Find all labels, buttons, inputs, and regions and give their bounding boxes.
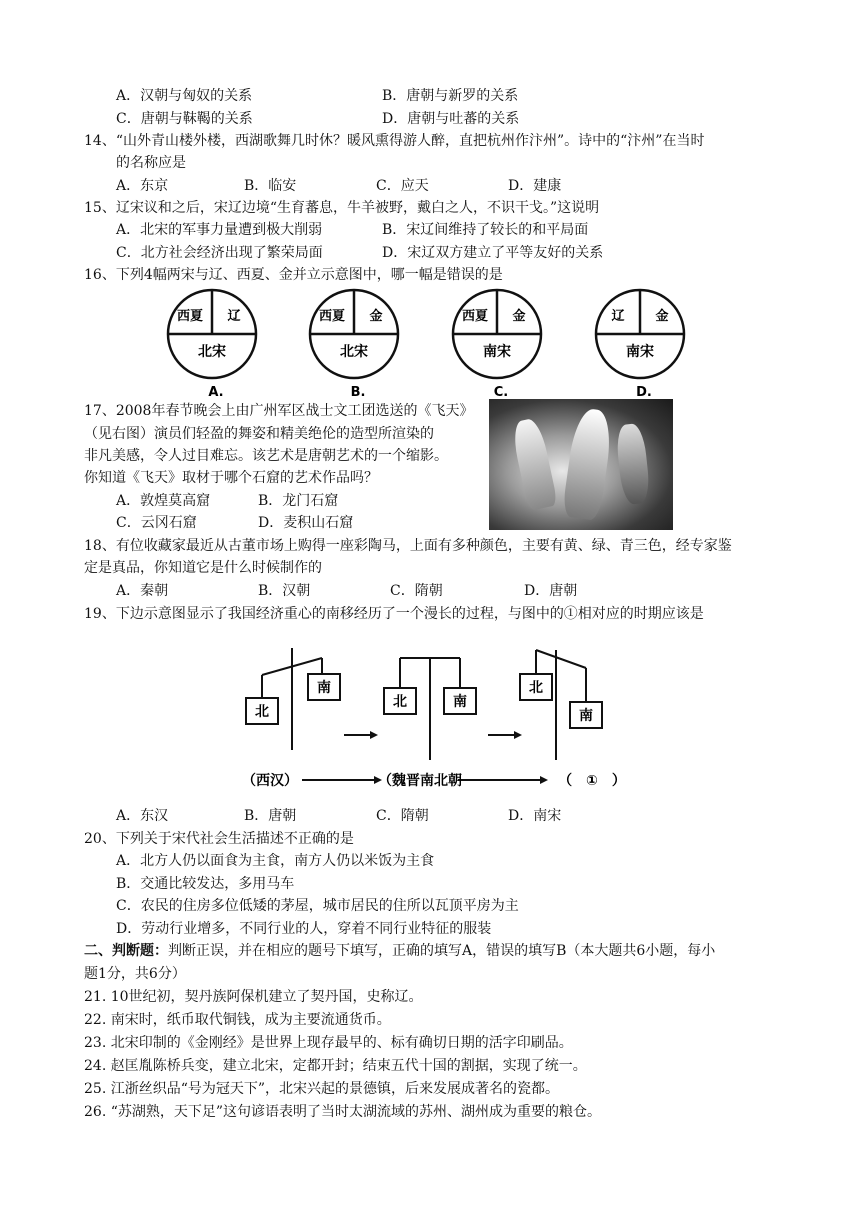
q19-north-2: 北	[393, 694, 407, 710]
q16-diagrams	[160, 286, 700, 398]
q15-option-c: C．北方社会经济出现了繁荣局面	[116, 245, 323, 261]
q13-option-d: D．唐朝与吐蕃的关系	[382, 111, 520, 127]
section2-instructions-line1: 判断正误，并在相应的题号下填写，正确的填写A，错误的填写B（本大题共6小题，每小	[168, 943, 716, 959]
q16-d-label: D.	[636, 385, 652, 398]
q20-option-b: B．交通比较发达，多用马车	[116, 876, 295, 892]
q16-d-tl: 辽	[611, 309, 625, 324]
q21: 21. 10世纪初，契丹族阿保机建立了契丹国，史称辽。	[84, 989, 423, 1005]
q17-option-a: A．敦煌莫高窟	[116, 493, 211, 509]
q16-stem: 16、下列4幅两宋与辽、西夏、金并立示意图中，哪一幅是错误的是	[84, 267, 503, 283]
q19-option-b: B．唐朝	[244, 808, 297, 824]
section2-header	[84, 941, 715, 961]
q16-c-label: C.	[493, 385, 509, 398]
q13-option-c: C．唐朝与靺鞨的关系	[116, 111, 253, 127]
q17-option-c: C．云冈石窟	[116, 515, 197, 531]
q17-stem-line3: 非凡美感，令人过目难忘。该艺术是唐朝艺术的一个缩影。	[84, 448, 448, 464]
q16-diagram-c	[453, 290, 541, 398]
q14-stem-line1: 14、“山外青山楼外楼，西湖歌舞几时休？暖风熏得游人醉，直把杭州作汴州”。诗中的“汴州”在当时	[84, 133, 705, 149]
q17-stem-line1: 17、2008年春节晚会上由广州军区战士文工团选送的《飞天》	[84, 403, 474, 419]
q20-option-c: C．农民的住房多位低矮的茅屋，城市居民的住所以瓦顶平房为主	[116, 898, 519, 914]
q19-option-d: D．南宋	[508, 808, 562, 824]
q19-period-1: （西汉）	[242, 773, 298, 789]
q19-period-2: （魏晋南北朝	[378, 773, 462, 789]
q24: 24. 赵匡胤陈桥兵变，建立北宋，定都开封；结束五代十国的割据，实现了统一。	[84, 1058, 587, 1074]
q18-option-a: A．秦朝	[116, 583, 169, 599]
q19-option-c: C．隋朝	[376, 808, 429, 824]
q16-a-label: A.	[208, 385, 224, 398]
q17-stem-line2: （见右图）演员们轻盈的舞姿和精美绝伦的造型所渲染的	[84, 426, 434, 442]
section2-instructions-line2: 题1分，共6分）	[84, 966, 186, 982]
q19-period-3: （ ① ）	[558, 773, 626, 789]
q16-diagram-d	[596, 290, 684, 398]
q16-c-tr: 金	[512, 309, 526, 324]
q18-option-c: C．隋朝	[390, 583, 443, 599]
q16-diagram-a	[168, 290, 256, 398]
q15-stem: 15、辽宋议和之后，宋辽边境“生育蕃息，牛羊被野，戴白之人，不识干戈。”这说明	[84, 200, 600, 216]
q19-stem: 19、下边示意图显示了我国经济重心的南移经历了一个漫长的过程，与图中的①相对应的时期应该是	[84, 606, 704, 622]
section2-title: 二、判断题：	[84, 943, 168, 959]
q22: 22. 南宋时，纸币取代铜钱，成为主要流通货币。	[84, 1012, 391, 1028]
q16-d-tr: 金	[655, 309, 669, 324]
q19-balance-diagram	[240, 640, 640, 800]
q15-option-b: B．宋辽间维持了较长的和平局面	[382, 222, 589, 238]
q17-option-b: B．龙门石窟	[258, 493, 339, 509]
q26: 26. “苏湖熟，天下足”这句谚语表明了当时太湖流域的苏州、湖州成为重要的粮仓。	[84, 1104, 602, 1120]
q19-south-3: 南	[579, 708, 593, 724]
q18-option-d: D．唐朝	[524, 583, 578, 599]
feitian-photo	[489, 399, 673, 530]
q16-d-bottom: 南宋	[626, 344, 654, 360]
q14-option-a: A．东京	[116, 178, 169, 194]
q20-option-a: A．北方人仍以面食为主食，南方人仍以米饭为主食	[116, 853, 435, 869]
q14-option-d: D．建康	[508, 178, 562, 194]
q16-b-tr: 金	[369, 309, 383, 324]
q17-stem-line4: 你知道《飞天》取材于哪个石窟的艺术作品吗？	[84, 470, 378, 486]
q16-b-tl: 西夏	[318, 309, 346, 324]
q14-option-b: B．临安	[244, 178, 297, 194]
q25: 25. 江浙丝织品“号为冠天下”，北宋兴起的景德镇，后来发展成著名的瓷都。	[84, 1081, 560, 1097]
q16-a-tl: 西夏	[176, 309, 204, 324]
q17-option-d: D．麦积山石窟	[258, 515, 354, 531]
q16-c-bottom: 南宋	[483, 344, 511, 360]
q16-b-bottom: 北宋	[340, 344, 368, 360]
q19-south-1: 南	[317, 680, 331, 696]
q20-stem: 20、下列关于宋代社会生活描述不正确的是	[84, 831, 354, 847]
q16-c-tl: 西夏	[461, 309, 489, 324]
q16-b-label: B.	[350, 385, 366, 398]
q18-stem-line2: 定是真品，你知道它是什么时候制作的	[84, 560, 322, 576]
q15-option-a: A．北宋的军事力量遭到极大削弱	[116, 222, 323, 238]
q16-a-bottom: 北宋	[198, 344, 226, 360]
q14-stem-line2: 的名称应是	[116, 155, 186, 171]
q13-option-b: B．唐朝与新罗的关系	[382, 88, 519, 104]
q19-north-3: 北	[529, 680, 543, 696]
q16-a-tr: 辽	[227, 309, 241, 324]
q16-diagram-b	[310, 290, 398, 398]
q15-option-d: D．宋辽双方建立了平等友好的关系	[382, 245, 604, 261]
q23: 23. 北宋印制的《金刚经》是世界上现存最早的、标有确切日期的活字印刷品。	[84, 1035, 573, 1051]
q20-option-d: D．劳动行业增多，不同行业的人，穿着不同行业特征的服装	[116, 921, 492, 937]
q14-option-c: C．应天	[376, 178, 429, 194]
q19-north-1: 北	[255, 704, 269, 720]
q18-stem-line1: 18、有位收藏家最近从古董市场上购得一座彩陶马，上面有多种颜色，主要有黄、绿、青三色，经专家鉴	[84, 538, 732, 554]
q13-option-a: A．汉朝与匈奴的关系	[116, 88, 253, 104]
q19-option-a: A．东汉	[116, 808, 169, 824]
q18-option-b: B．汉朝	[258, 583, 311, 599]
q19-south-2: 南	[453, 694, 467, 710]
